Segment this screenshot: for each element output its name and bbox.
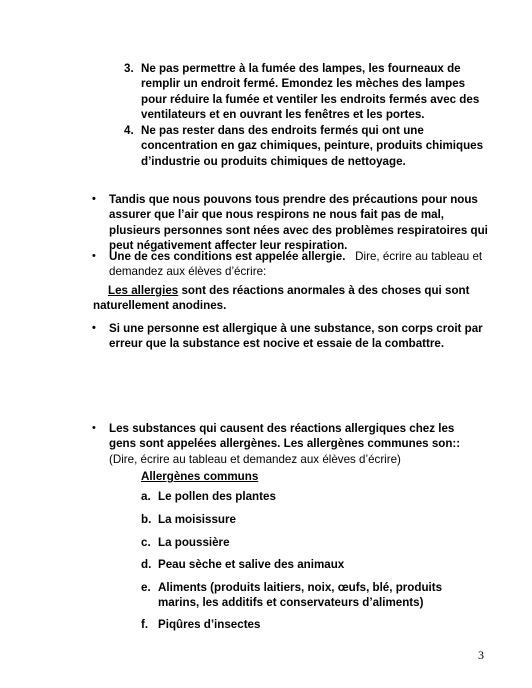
bullet-paragraph-2 [92, 249, 484, 280]
bullet-bold-text: Une de ces conditions est appelée allergie. [109, 250, 346, 263]
allergen-text: La poussière [158, 536, 230, 549]
definition-paragraph [93, 283, 483, 314]
allergen-item-e [141, 580, 480, 611]
bullet-text: Tandis que nous pouvons tous prendre des précautions pour nous assurer que l’air que nous respirons ne nous fait pas de mal, plusieurs personnes sont nées avec des problèmes respiratoires qui peut négativement affecter leur respiration. [109, 193, 488, 253]
bullet-normal-text: (Dire, écrire au tableau et demandez aux élèves d’écrire) [109, 452, 401, 466]
bullet-paragraph-3 [92, 321, 484, 352]
allergen-text: Piqûres d’insectes [158, 618, 261, 631]
numbered-item-4 [124, 123, 491, 169]
allergen-item-f [141, 617, 488, 632]
page-number: 3 [478, 648, 484, 662]
bullet-icon: • [92, 422, 96, 434]
allergen-item-d [141, 557, 488, 572]
definition-term: Les allergies [108, 284, 179, 297]
bullet-paragraph-4 [92, 421, 484, 467]
bullet-bold-text: Les substances qui causent des réactions allergiques chez les gens sont appelées allergènes. Les allergènes communes son:: [109, 422, 461, 451]
allergens-heading: Allergènes communs [141, 470, 259, 483]
definition-text: sont des réactions anormales à des choses qui sont naturellement anodines. [93, 284, 470, 313]
item-text: Ne pas rester dans des endroits fermés qui ont une concentration en gaz chimiques, peinture, produits chimiques d’industrie ou produits chimiques de nettoyage. [141, 124, 484, 168]
item-number: 3. [124, 62, 134, 75]
bullet-icon: • [92, 322, 96, 334]
allergen-text: Peau sèche et salive des animaux [158, 558, 345, 571]
bullet-icon: • [92, 193, 96, 205]
bullet-normal-text: Dire, écrire au tableau et demandez aux élèves d’écrire: [109, 250, 483, 279]
item-text: Ne pas permettre à la fumée des lampes, les fourneaux de remplir un endroit fermé. Emondez les mèches des lampes pour réduire la fumée et ventiler les endroits fermés avec des ventilateurs et en ouvrant les fenêtres et les portes. [141, 62, 480, 122]
allergen-letter: b. [141, 513, 152, 526]
item-number: 4. [124, 124, 134, 137]
allergen-letter: a. [141, 490, 151, 503]
bullet-icon: • [92, 250, 96, 262]
allergen-text: Le pollen des plantes [158, 490, 276, 503]
allergen-text: La moisissure [158, 513, 236, 526]
bullet-text: Si une personne est allergique à une substance, son corps croit par erreur que la substance est nocive et essaie de la combattre. [109, 322, 483, 351]
numbered-item-3 [124, 61, 491, 123]
allergen-letter: c. [141, 536, 151, 549]
allergen-letter: d. [141, 558, 152, 571]
allergen-text: Aliments (produits laitiers, noix, œufs, blé, produits marins, les additifs et conservateurs d’aliments) [158, 581, 443, 610]
allergen-item-b [141, 512, 488, 527]
allergen-letter: f. [141, 618, 149, 631]
allergen-letter: e. [141, 581, 151, 594]
bullet-paragraph-1 [92, 192, 489, 254]
allergen-item-a [141, 489, 488, 504]
allergen-item-c [141, 535, 488, 550]
